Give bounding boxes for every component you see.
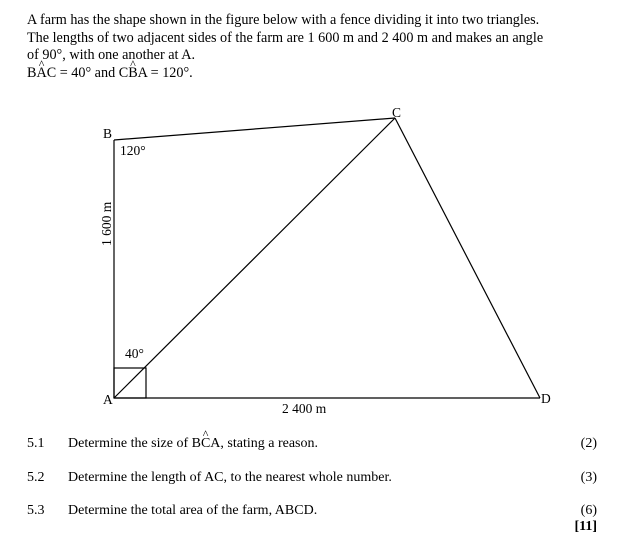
angle-text-part: B	[27, 64, 37, 81]
vertex-d-label: D	[541, 391, 551, 406]
angle-a-label: 40°	[125, 346, 144, 361]
intro-line-1: A farm has the shape shown in the figure below with a fence dividing it into two triangles.	[27, 12, 540, 28]
vertex-a-label: A	[103, 392, 113, 407]
vertex-b-label: B	[103, 126, 113, 141]
intro-line-2: The lengths of two adjacent sides of the farm are 1 600 m and 2 400 m and makes an angle	[27, 29, 544, 46]
question-text	[68, 436, 318, 452]
question-text: Determine the total area of the farm, ABCD.	[68, 503, 318, 518]
angle-hat-c: ^ C	[201, 436, 210, 452]
question-text: Determine the length of AC, to the nearest whole number.	[68, 470, 392, 485]
question-number: 5.3	[27, 503, 45, 518]
angle-text-part: A = 120°.	[137, 64, 193, 81]
question-number: 5.2	[27, 470, 45, 485]
question-5-1	[0, 436, 627, 454]
question-marks: (6)	[580, 503, 597, 518]
intro-line-3: of 90°, with one another at A.	[27, 47, 196, 63]
side-ad-label: 2 400 m	[282, 401, 327, 416]
total-marks: [11]	[574, 519, 597, 534]
angle-hat-a: ^ A	[36, 65, 46, 83]
side-cd	[395, 118, 540, 398]
question-marks: (3)	[580, 470, 597, 485]
angle-text-part: C = 40° and C	[46, 64, 129, 81]
side-ab-label: 1 600 m	[99, 201, 114, 246]
vertex-c-label: C	[392, 105, 402, 120]
angle-hat-b: ^ B	[128, 65, 137, 83]
angle-b-label: 120°	[120, 143, 146, 158]
question-text-part: A, stating a reason.	[210, 436, 318, 451]
question-5-3	[0, 503, 627, 521]
side-bc	[114, 118, 395, 140]
question-text-part: Determine the size of B	[68, 436, 201, 451]
diagonal-ac-fence	[114, 118, 395, 398]
question-5-2	[0, 470, 627, 488]
question-number: 5.1	[27, 436, 45, 451]
question-marks: (2)	[580, 436, 597, 451]
